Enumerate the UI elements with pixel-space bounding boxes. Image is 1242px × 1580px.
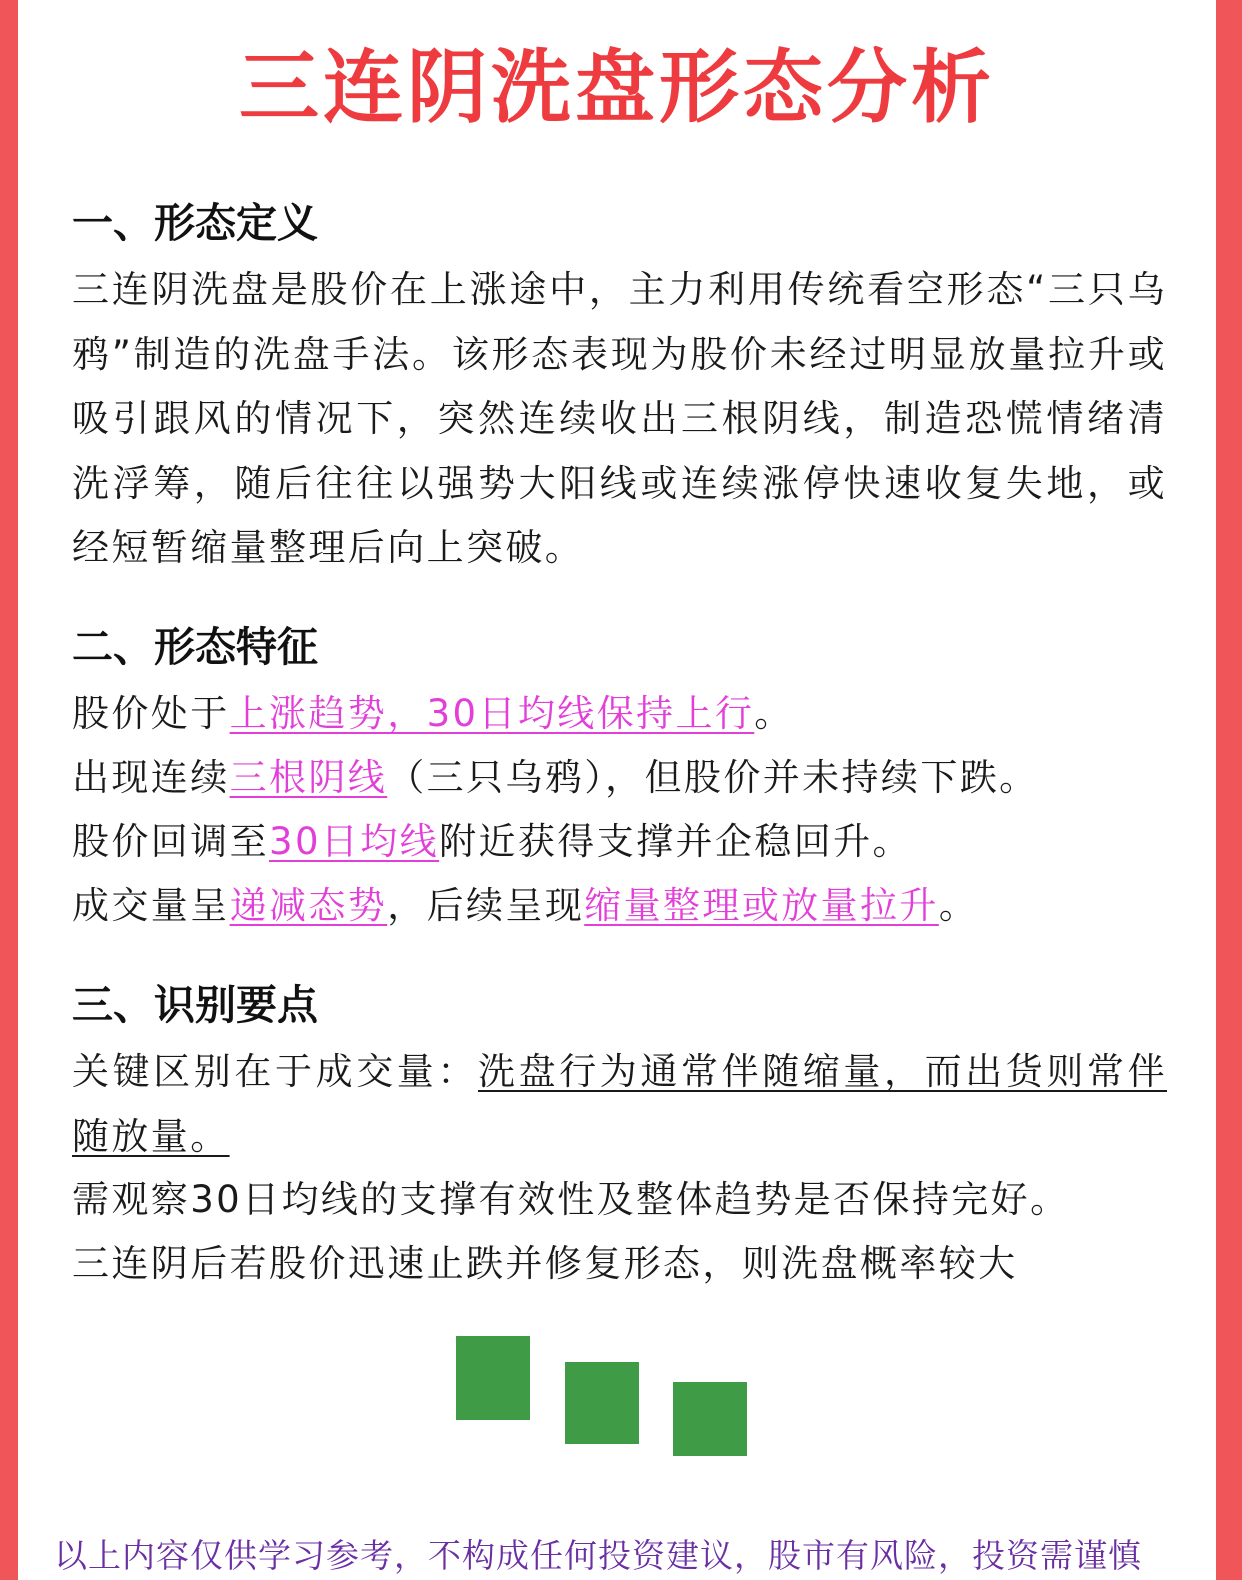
feature-line-4-highlight-2: 缩量整理或放量拉升 — [584, 884, 939, 927]
bearish-candle-1 — [456, 1336, 530, 1420]
bearish-candle-3 — [673, 1382, 747, 1456]
definition-paragraph: 三连阴洗盘是股价在上涨途中，主力利用传统看空形态“三只乌鸦”制造的洗盘手法。该形态表现为股价未经过明显放量拉升或吸引跟风的情况下，突然连续收出三根阴线，制造恐慌情绪清洗浮筹，随后往往以强势大阳线或连续涨停快速收复失地，或经短暂缩量整理后向上突破。 — [72, 268, 1167, 569]
feature-line-2-highlight: 三根阴线 — [229, 756, 388, 799]
feature-line-3-post: 附近获得支撑并企稳回升。 — [439, 820, 912, 863]
section-heading-features: 二、形态特征 — [72, 623, 318, 671]
feature-line-1-pre: 股价处于 — [72, 692, 230, 735]
feature-line-3-pre: 股价回调至 — [72, 820, 269, 863]
feature-line-1-post: 。 — [754, 692, 794, 735]
section-heading-definition: 一、形态定义 — [72, 199, 318, 247]
feature-line-4 — [72, 874, 978, 938]
key-point-1-pre: 关键区别在于成交量： — [72, 1050, 478, 1093]
feature-line-1 — [72, 682, 794, 746]
feature-line-2-pre: 出现连续 — [72, 756, 230, 799]
bearish-candle-2 — [565, 1362, 639, 1444]
feature-line-3-highlight: 30日均线 — [269, 820, 440, 863]
feature-line-4-highlight: 递减态势 — [229, 884, 388, 927]
section-heading-key-points: 三、识别要点 — [72, 981, 318, 1029]
feature-line-2 — [72, 746, 1039, 810]
feature-line-4-pre: 成交量呈 — [72, 884, 230, 927]
feature-line-4-mid: ，后续呈现 — [387, 884, 585, 927]
key-point-2: 需观察30日均线的支撑有效性及整体趋势是否保持完好。 — [72, 1178, 1070, 1221]
feature-line-3 — [72, 810, 912, 874]
key-point-3: 三连阴后若股价迅速止跌并修复形态，则洗盘概率较大 — [72, 1242, 1018, 1285]
disclaimer-footer: 以上内容仅供学习参考，不构成任何投资建议，股市有风险，投资需谨慎 — [54, 1536, 1142, 1575]
three-crows-illustration — [18, 1330, 1216, 1470]
feature-line-2-post: （三只乌鸦），但股价并未持续下跌。 — [387, 756, 1039, 799]
feature-line-1-highlight: 上涨趋势，30日均线保持上行 — [229, 692, 755, 735]
feature-line-4-post: 。 — [938, 884, 979, 927]
document-page — [18, 0, 1216, 1580]
key-point-1 — [72, 1040, 1167, 1169]
key-point-1-underlined: 洗盘行为通常伴随缩量，而出货则常伴随放量。 — [72, 1050, 1167, 1158]
page-title: 三连阴洗盘形态分析 — [239, 41, 995, 134]
